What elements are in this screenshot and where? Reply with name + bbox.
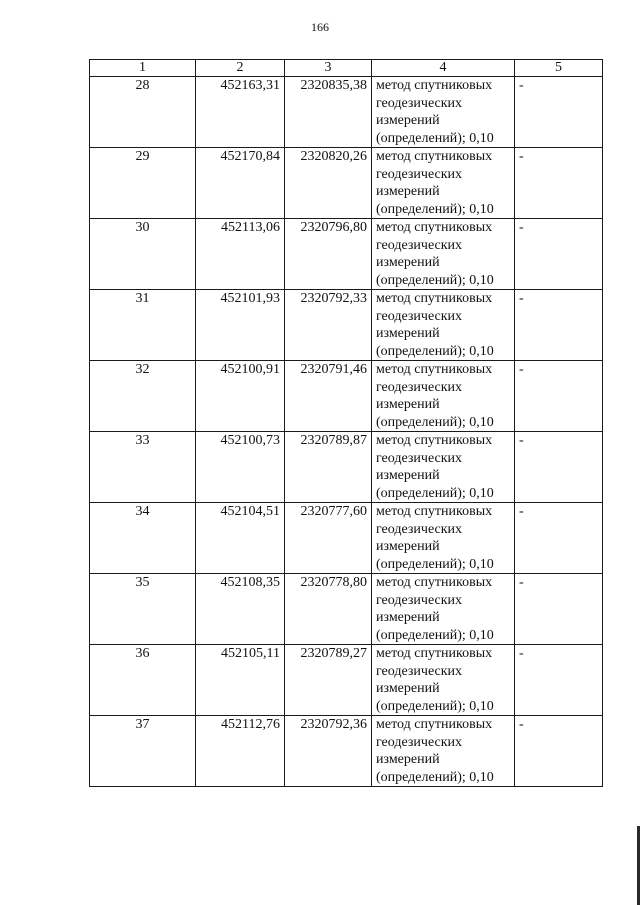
method-cell [372,361,515,432]
header-col-5: 5 [515,60,603,77]
method-line: метод спутниковых [376,504,493,519]
method-line: измерений [376,184,440,199]
y-coordinate-cell: 2320789,27 [285,645,372,716]
y-coordinate-cell: 2320792,33 [285,290,372,361]
method-line: метод спутниковых [376,362,493,377]
method-cell [372,77,515,148]
note-cell: - [515,219,603,290]
method-line: метод спутниковых [376,220,493,235]
method-line: измерений [376,539,440,554]
method-line: геодезических [376,95,463,111]
y-coordinate-cell: 2320777,60 [285,503,372,574]
table-body [90,77,603,787]
table-row [90,574,603,645]
x-coordinate-cell: 452105,11 [196,645,285,716]
method-line: (определений); 0,10 [376,201,494,217]
method-line: метод спутниковых [376,433,493,448]
method-line: измерений [376,468,440,483]
method-line: геодезических [376,308,463,324]
point-number-cell: 32 [90,361,196,432]
page-number: 166 [311,20,329,34]
method-line: геодезических [376,592,463,608]
x-coordinate-cell: 452170,84 [196,148,285,219]
method-line: геодезических [376,521,463,537]
note-cell: - [515,361,603,432]
table-header-row [90,60,603,77]
method-line: измерений [376,681,440,696]
table-row [90,716,603,787]
method-cell [372,148,515,219]
x-coordinate-cell: 452100,91 [196,361,285,432]
table-row [90,290,603,361]
point-number-cell: 37 [90,716,196,787]
x-coordinate-cell: 452104,51 [196,503,285,574]
method-line: измерений [376,255,440,270]
point-number-cell: 31 [90,290,196,361]
y-coordinate-cell: 2320778,80 [285,574,372,645]
coordinates-table [89,59,603,787]
table-row [90,432,603,503]
x-coordinate-cell: 452113,06 [196,219,285,290]
method-line: (определений); 0,10 [376,769,494,785]
method-line: метод спутниковых [376,291,493,306]
method-line: измерений [376,610,440,625]
method-line: геодезических [376,237,463,253]
method-cell [372,645,515,716]
method-cell [372,219,515,290]
method-line: измерений [376,397,440,412]
method-line: измерений [376,113,440,128]
method-line: геодезических [376,166,463,182]
method-cell [372,503,515,574]
point-number-cell: 36 [90,645,196,716]
point-number-cell: 35 [90,574,196,645]
method-line: метод спутниковых [376,717,493,732]
y-coordinate-cell: 2320792,36 [285,716,372,787]
point-number-cell: 30 [90,219,196,290]
point-number-cell: 28 [90,77,196,148]
x-coordinate-cell: 452163,31 [196,77,285,148]
table-row [90,219,603,290]
method-line: геодезических [376,450,463,466]
note-cell: - [515,503,603,574]
x-coordinate-cell: 452101,93 [196,290,285,361]
method-line: (определений); 0,10 [376,556,494,572]
method-line: геодезических [376,734,463,750]
y-coordinate-cell: 2320820,26 [285,148,372,219]
method-line: (определений); 0,10 [376,698,494,714]
method-cell [372,432,515,503]
method-cell [372,574,515,645]
method-cell [372,716,515,787]
point-number-cell: 29 [90,148,196,219]
note-cell: - [515,645,603,716]
method-line: метод спутниковых [376,149,493,164]
table-row [90,77,603,148]
note-cell: - [515,77,603,148]
y-coordinate-cell: 2320791,46 [285,361,372,432]
x-coordinate-cell: 452100,73 [196,432,285,503]
table-row [90,503,603,574]
point-number-cell: 33 [90,432,196,503]
method-line: метод спутниковых [376,646,493,661]
method-line: метод спутниковых [376,575,493,590]
note-cell: - [515,716,603,787]
x-coordinate-cell: 452108,35 [196,574,285,645]
table-row [90,645,603,716]
method-line: (определений); 0,10 [376,130,494,146]
header-col-4: 4 [372,60,515,77]
note-cell: - [515,574,603,645]
y-coordinate-cell: 2320835,38 [285,77,372,148]
method-line: (определений); 0,10 [376,485,494,501]
note-cell: - [515,290,603,361]
point-number-cell: 34 [90,503,196,574]
method-line: геодезических [376,379,463,395]
note-cell: - [515,432,603,503]
header-col-2: 2 [196,60,285,77]
y-coordinate-cell: 2320789,87 [285,432,372,503]
method-line: геодезических [376,663,463,679]
x-coordinate-cell: 452112,76 [196,716,285,787]
method-line: метод спутниковых [376,78,493,93]
method-line: (определений); 0,10 [376,343,494,359]
method-line: (определений); 0,10 [376,627,494,643]
method-cell [372,290,515,361]
y-coordinate-cell: 2320796,80 [285,219,372,290]
method-line: измерений [376,326,440,341]
header-col-1: 1 [90,60,196,77]
method-line: измерений [376,752,440,767]
method-line: (определений); 0,10 [376,272,494,288]
method-line: (определений); 0,10 [376,414,494,430]
table-row [90,361,603,432]
note-cell: - [515,148,603,219]
header-col-3: 3 [285,60,372,77]
table-row [90,148,603,219]
